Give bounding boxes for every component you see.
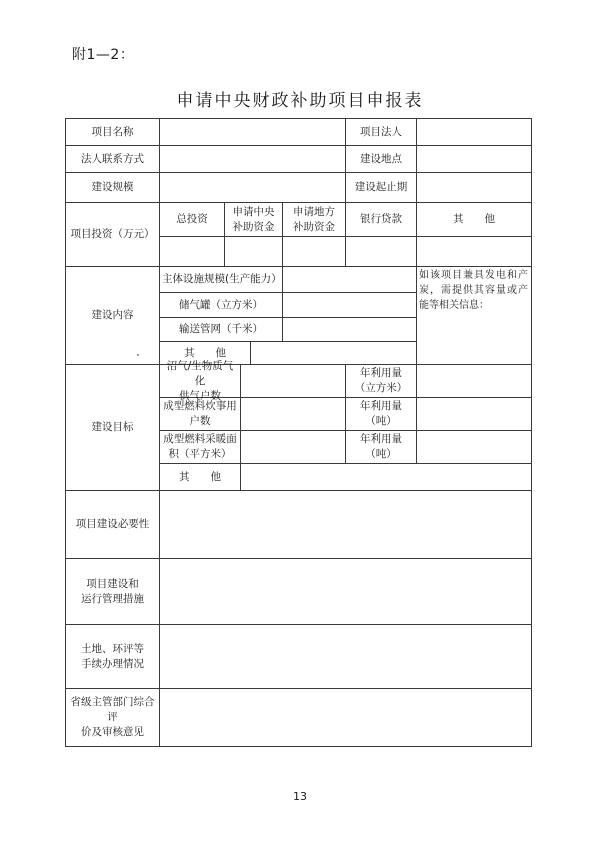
- central-subsidy-field[interactable]: [225, 237, 282, 266]
- procedures-label: 土地、环评等 手续办理情况: [81, 642, 144, 670]
- local-subsidy-field[interactable]: [283, 237, 345, 266]
- heating-annual-use-label: 年利用量（吨）: [360, 433, 402, 460]
- necessity-label: 项目建设必要性: [75, 518, 150, 530]
- construction-location-label: 建设地点: [360, 152, 402, 165]
- heating-area-field[interactable]: [241, 431, 345, 463]
- construction-scale-label: 建设规模: [91, 181, 134, 193]
- bank-loan-field[interactable]: [346, 237, 416, 266]
- attachment-label: 附1—2：: [72, 47, 135, 63]
- scan-speck: [137, 354, 139, 356]
- necessity-field[interactable]: [160, 491, 531, 558]
- other-funding-field[interactable]: [417, 237, 531, 266]
- project-name-label: 项目名称: [91, 125, 134, 138]
- management-field[interactable]: [160, 559, 531, 624]
- local-subsidy-header: 申请地方 补助资金: [293, 205, 335, 233]
- construction-period-field[interactable]: [417, 173, 531, 202]
- pipeline-network-field[interactable]: [283, 318, 416, 341]
- legal-contact-field[interactable]: [160, 146, 345, 172]
- target-other-field[interactable]: [241, 464, 531, 490]
- column-divider: [416, 266, 417, 364]
- capacity-note: 如该项目兼具发电和产炭，需提供其容量或产能等相关信息：: [419, 270, 528, 311]
- content-other-field[interactable]: [251, 342, 416, 364]
- cooking-households-label: 成型燃料炊事用 户数: [163, 400, 237, 427]
- gas-households-label: 沼气/生物质气化 供气户数: [166, 359, 234, 402]
- cooking-annual-use-field[interactable]: [417, 398, 531, 430]
- heating-annual-use-field[interactable]: [417, 431, 531, 463]
- central-subsidy-header: 申请中央 补助资金: [232, 205, 275, 233]
- gas-households-field[interactable]: [241, 365, 345, 397]
- project-name-field[interactable]: [160, 119, 345, 145]
- main-facility-scale-label: 主体设施规模(生产能力）: [162, 273, 282, 285]
- gas-tank-label: 储气罐（立方米）: [179, 298, 263, 311]
- construction-location-field[interactable]: [417, 146, 531, 172]
- construction-period-label: 建设起止期: [354, 181, 408, 193]
- heating-area-label: 成型燃料采暖面 积（平方米）: [163, 433, 237, 460]
- other-funding-header: 其 他: [453, 213, 495, 225]
- review-opinion-field[interactable]: [160, 689, 531, 746]
- gas-annual-use-field[interactable]: [417, 365, 531, 397]
- procedures-field[interactable]: [160, 625, 531, 688]
- gas-annual-use-label: 年利用量 （立方米）: [354, 367, 408, 394]
- total-investment-field[interactable]: [160, 237, 224, 266]
- gas-tank-field[interactable]: [283, 293, 416, 317]
- pipeline-network-label: 输送管网（千米）: [179, 323, 263, 335]
- form-title: 申请中央财政补助项目申报表: [176, 91, 424, 111]
- construction-target-label: 建设目标: [91, 421, 134, 433]
- target-other-label: 其 他: [179, 470, 221, 483]
- table-right-border: [531, 118, 532, 746]
- project-legal-person-field[interactable]: [417, 119, 531, 145]
- review-opinion-label: 省级主管部门综合评 价及审核意见: [70, 696, 155, 738]
- legal-contact-label: 法人联系方式: [81, 152, 144, 165]
- investment-label: 项目投资（万元）: [70, 228, 155, 240]
- cooking-households-field[interactable]: [241, 398, 345, 430]
- cooking-annual-use-label: 年利用量（吨）: [360, 400, 402, 427]
- content-other-label: 其 他: [184, 346, 226, 359]
- bank-loan-header: 银行贷款: [360, 213, 402, 225]
- construction-scale-field[interactable]: [160, 173, 345, 202]
- construction-content-label: 建设内容: [91, 309, 134, 321]
- total-investment-header: 总投资: [176, 213, 208, 225]
- main-facility-scale-field[interactable]: [283, 267, 416, 292]
- project-legal-person-label: 项目法人: [360, 125, 402, 138]
- management-label: 项目建设和 运行管理措施: [81, 577, 144, 605]
- page-number: 13: [293, 790, 307, 803]
- table-bottom-border: [65, 746, 532, 747]
